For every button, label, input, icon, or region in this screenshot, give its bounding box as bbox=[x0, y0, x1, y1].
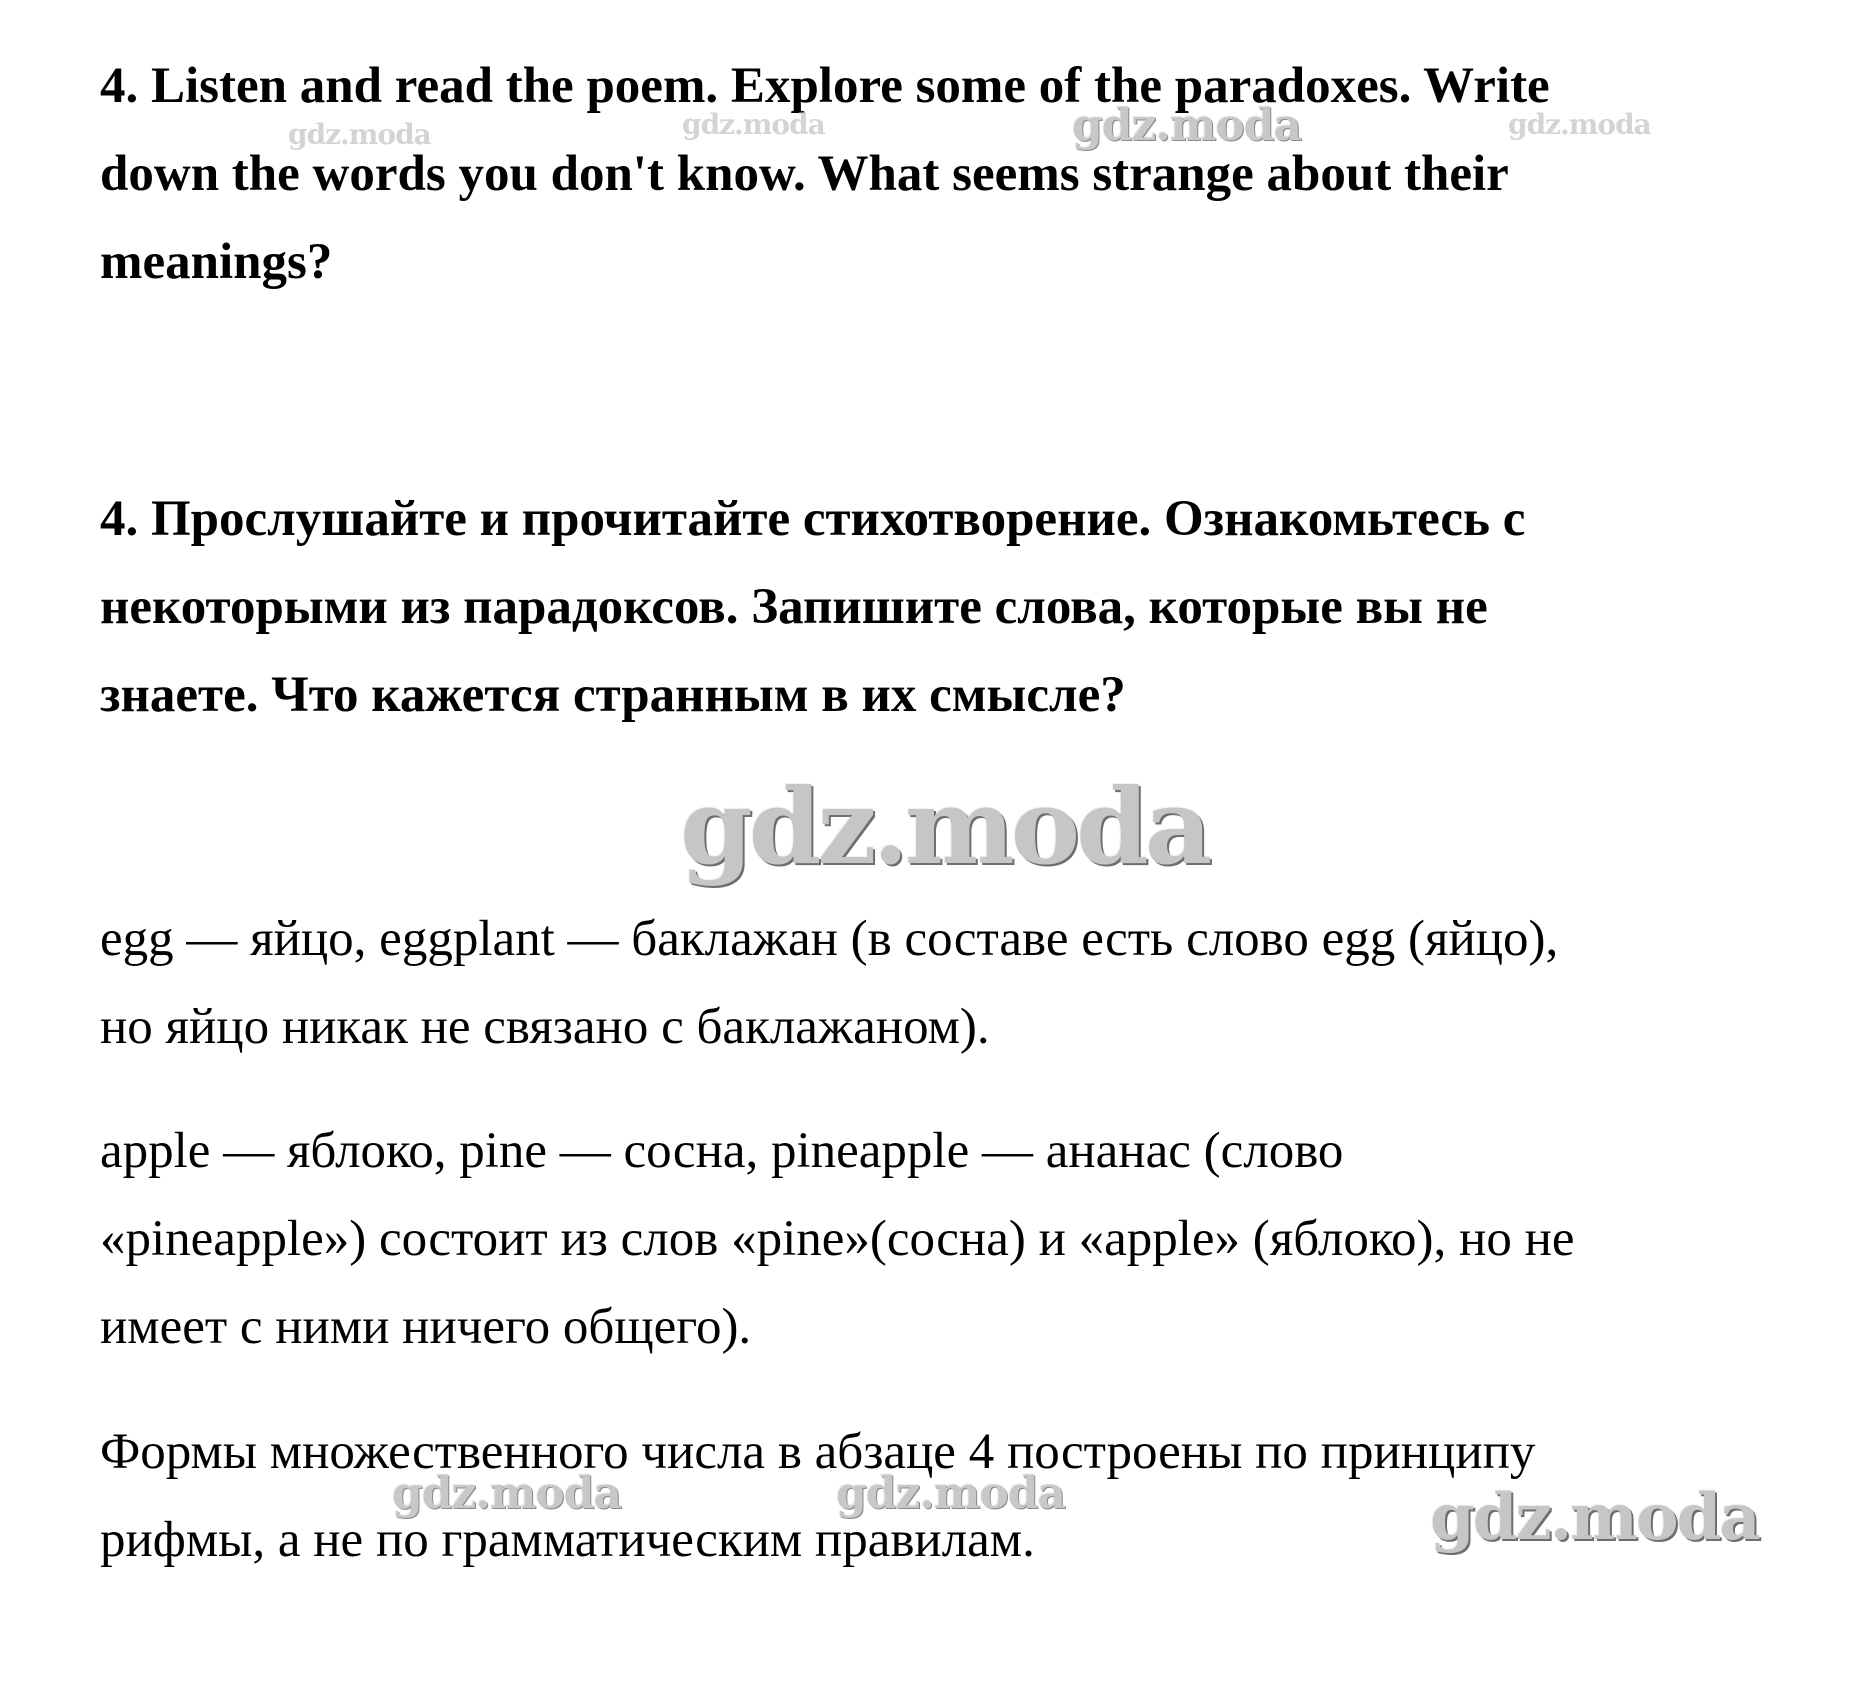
task-heading-russian-line: 4. Прослушайте и прочитайте стихотворение. Ознакомьтесь с bbox=[100, 491, 1526, 547]
answer-line: рифмы, а не по грамматическим правилам. bbox=[100, 1512, 1035, 1568]
answer-line: apple — яблоко, pine — сосна, pineapple — ананас (слово bbox=[100, 1123, 1344, 1179]
watermark-logo: gdz.moda bbox=[836, 1468, 1066, 1519]
task-heading-russian-line: знаете. Что кажется странным в их смысле? bbox=[100, 667, 1126, 723]
watermark-logo: gdz.moda bbox=[1508, 108, 1651, 141]
answer-line: egg — яйцо, eggplant — баклажан (в составе есть слово egg (яйцо), bbox=[100, 911, 1559, 967]
task-heading-english-line: down the words you don't know. What seems strange about their bbox=[100, 146, 1509, 202]
watermark-logo: gdz.moda bbox=[1072, 100, 1302, 151]
task-heading-english-line: meanings? bbox=[100, 234, 333, 290]
watermark-logo: gdz.moda bbox=[682, 108, 825, 141]
answer-paragraph-pineapple bbox=[100, 1107, 1800, 1371]
task-heading-english bbox=[100, 42, 1800, 306]
task-heading-russian-line: некоторыми из парадоксов. Запишите слова, которые вы не bbox=[100, 579, 1488, 635]
answer-paragraph-eggplant bbox=[100, 895, 1800, 1071]
watermark-logo-large: gdz.moda bbox=[680, 765, 1209, 888]
answer-line: но яйцо никак не связано с баклажаном). bbox=[100, 999, 990, 1055]
task-heading-english-line: 4. Listen and read the poem. Explore some of the paradoxes. Write bbox=[100, 58, 1550, 114]
watermark-logo-medium: gdz.moda bbox=[1430, 1480, 1759, 1555]
answer-line: «pineapple») состоит из слов «pine»(сосна) и «apple» (яблоко), но не bbox=[100, 1211, 1575, 1267]
answer-line: Формы множественного числа в абзаце 4 построены по принципу bbox=[100, 1424, 1536, 1480]
task-heading-russian bbox=[100, 475, 1800, 739]
answer-line: имеет с ними ничего общего). bbox=[100, 1299, 752, 1355]
watermark-logo: gdz.moda bbox=[288, 118, 431, 151]
watermark-logo: gdz.moda bbox=[392, 1468, 622, 1519]
